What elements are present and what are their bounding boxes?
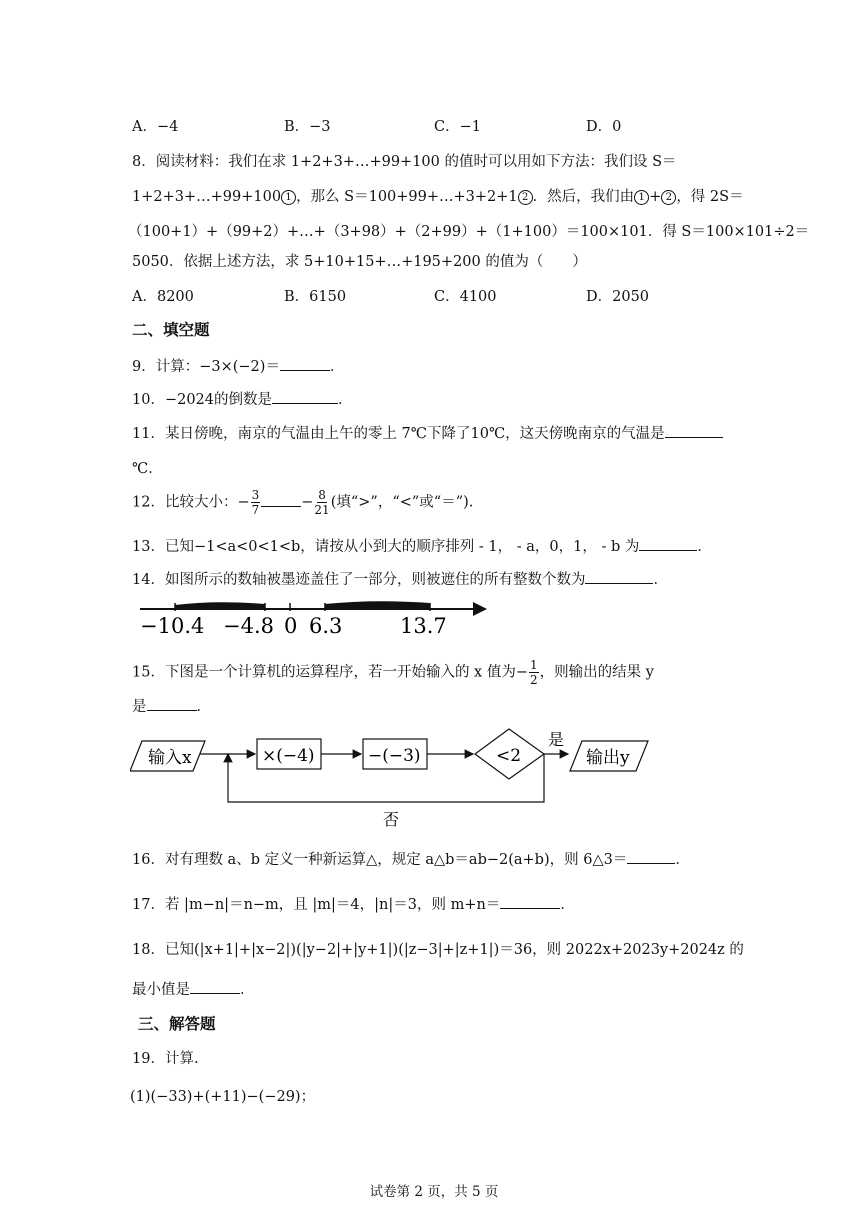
q8-option-a: A．8200 <box>132 289 194 305</box>
q12-suffix: (填“>”，“<”或“＝”). <box>330 494 474 511</box>
q8-option-c: C．4100 <box>434 289 497 305</box>
answer-blank <box>147 696 197 711</box>
tick-label: 6.3 <box>309 614 343 638</box>
q8-option-d: D．2050 <box>586 289 650 305</box>
q13-text: 13．已知−1<a<0<1<b，请按从小到大的顺序排列 - 1， - a，0，1， - b 为 <box>132 539 640 555</box>
q7-option-d: D．0 <box>586 119 622 135</box>
answer-blank <box>280 356 330 371</box>
q18-line1: 18．已知(|x+1|+|x−2|)(|y−2|+|y+1|)(|z−3|+|z+1|)＝36，则 2022x+2023y+2024z 的 <box>132 942 744 958</box>
q14 <box>132 568 668 589</box>
q15-end: ． <box>196 699 211 715</box>
flowchart-figure <box>130 725 655 830</box>
fraction-numerator: 8 <box>318 488 326 502</box>
q15-text2: ，则输出的结果 y <box>539 664 654 681</box>
circled-two: 2 <box>661 190 676 205</box>
answer-blank <box>665 423 723 438</box>
fraction-8-21 <box>314 488 329 517</box>
answer-blank <box>261 492 301 507</box>
q8-line3: （100+1）+（99+2）+…+（3+98）+（2+99）+（1+100）＝100×101．得 S＝100×101÷2＝ <box>128 224 810 240</box>
answer-blank <box>627 849 675 864</box>
fraction-denominator: 21 <box>314 503 330 517</box>
q19: 19．计算. <box>132 1051 199 1067</box>
q8-line2a: 1+2+3+…+99+100 <box>132 189 282 205</box>
q12-mid: − <box>301 494 314 511</box>
q12 <box>132 488 473 517</box>
q8-line2e: ，得 2S＝ <box>676 189 744 205</box>
number-line-figure <box>135 595 500 640</box>
tick-label: 0 <box>284 614 298 638</box>
q12-prefix: 12．比较大小：− <box>132 494 250 511</box>
subtract-label: −(−3) <box>368 746 421 766</box>
answer-blank <box>585 569 653 584</box>
no-label: 否 <box>383 810 400 829</box>
q19-part1: (1)(−33)+(+11)−(−29)； <box>130 1089 316 1105</box>
answer-blank <box>500 894 560 909</box>
multiply-label: ×(−4) <box>262 746 315 766</box>
fraction-numerator: 1 <box>530 658 538 672</box>
q15-line2 <box>132 695 211 716</box>
q7-option-b: B．−3 <box>284 119 331 135</box>
q18-line2: 最小值是 ． <box>132 978 255 999</box>
output-label: 输出y <box>586 748 630 768</box>
fraction-3-7 <box>251 488 261 517</box>
q8-line1: 8．阅读材料：我们在求 1+2+3+…+99+100 的值时可以用如下方法：我们设 S＝ <box>132 154 677 170</box>
input-label: 输入x <box>148 748 192 768</box>
ink-blot-left <box>175 602 265 609</box>
condition-label: <2 <box>496 746 522 766</box>
tick-label: −4.8 <box>223 614 274 638</box>
section-fill-blank-heading: 二、填空题 <box>132 321 210 339</box>
q15-text1: 15．下图是一个计算机的运算程序，若一开始输入的 x 值为− <box>132 664 528 681</box>
answer-blank <box>272 389 338 404</box>
circled-one: 1 <box>281 190 296 205</box>
q11-text: 11．某日傍晚，南京的气温由上午的零上 7℃下降了10℃，这天傍晚南京的气温是 <box>132 426 665 442</box>
q10: 10．−2024的倒数是 ． <box>132 388 353 409</box>
q8-line2 <box>132 185 744 206</box>
q11 <box>132 422 723 443</box>
tick-label: −10.4 <box>140 614 205 638</box>
q8-option-b: B．6150 <box>284 289 347 305</box>
fraction-denominator: 7 <box>251 503 260 517</box>
circled-two: 2 <box>518 190 533 205</box>
q7-option-a: A．−4 <box>132 119 179 135</box>
fraction-denominator: 2 <box>530 673 538 687</box>
q8-line2b: ，那么 S＝100+99+…+3+2+1 <box>296 189 518 205</box>
q18-text: 最小值是 <box>132 982 190 998</box>
q11-unit: ℃． <box>132 461 163 477</box>
q14-text: 14．如图所示的数轴被墨迹盖住了一部分，则被遮住的所有整数个数为 <box>132 572 586 588</box>
q13 <box>132 535 712 556</box>
page-footer: 试卷第 2 页，共 5 页 <box>369 1184 499 1200</box>
q8-line2c: ．然后，我们由 <box>532 189 635 205</box>
q10-text: 10．−2024的倒数是 <box>132 392 273 408</box>
fraction-1-2 <box>529 658 539 687</box>
q17: 17．若 |m−n|＝n−m，且 |m|＝4，|n|＝3，则 m+n＝ ． <box>132 893 575 914</box>
q15-text3: 是 <box>132 699 147 715</box>
ink-blot-right <box>325 601 430 609</box>
fraction-numerator: 3 <box>251 488 260 502</box>
q9-text: 9．计算：−3×(−2)＝ <box>132 359 280 375</box>
q9: 9．计算：−3×(−2)＝ ． <box>132 355 344 376</box>
tick-label: 13.7 <box>400 614 447 638</box>
q7-option-c: C．−1 <box>434 119 481 135</box>
q14-end: ． <box>653 572 668 588</box>
section-solution-heading: 三、解答题 <box>138 1015 216 1033</box>
answer-blank <box>190 979 240 994</box>
q8-line4: 5050．依据上述方法，求 5+10+15+…+195+200 的值为（ ） <box>132 254 587 270</box>
q8-line2d: + <box>649 189 662 205</box>
q15-line1 <box>132 658 654 687</box>
yes-label: 是 <box>548 730 565 749</box>
arrow-head-icon <box>473 602 487 616</box>
q17-text: 17．若 |m−n|＝n−m，且 |m|＝4，|n|＝3，则 m+n＝ <box>132 897 501 913</box>
answer-blank <box>639 536 697 551</box>
q16: 16．对有理数 a、b 定义一种新运算△，规定 a△b＝ab−2(a+b)，则 6△3＝ ． <box>132 848 690 869</box>
q16-text: 16．对有理数 a、b 定义一种新运算△，规定 a△b＝ab−2(a+b)，则 6△3＝ <box>132 852 628 868</box>
circled-one: 1 <box>634 190 649 205</box>
q13-end: ． <box>697 539 712 555</box>
